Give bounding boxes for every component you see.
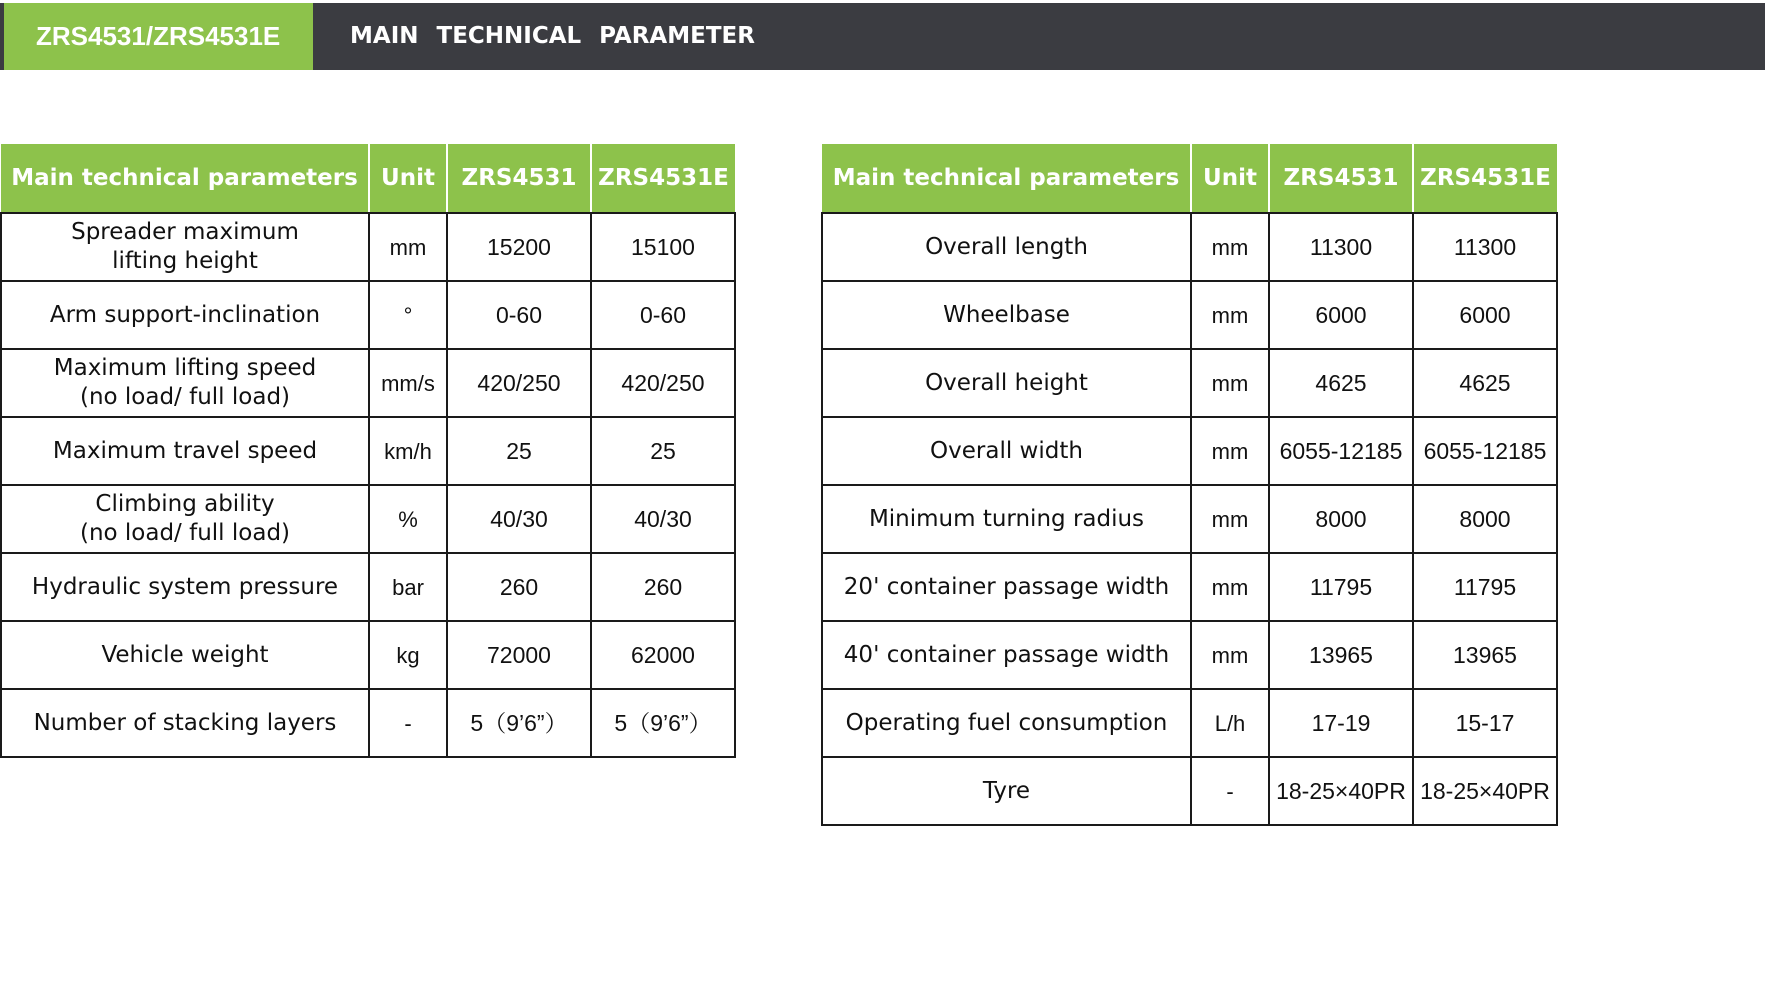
table-row xyxy=(822,621,1557,689)
unit-cell: ° xyxy=(369,281,447,349)
param-cell: Hydraulic system pressure xyxy=(1,553,369,621)
zrs4531-cell: 420/250 xyxy=(447,349,591,417)
param-cell: Overall width xyxy=(822,417,1191,485)
header-unit: Unit xyxy=(369,144,447,213)
zrs4531-cell: 15200 xyxy=(447,213,591,281)
zrs4531e-cell: 6000 xyxy=(1413,281,1557,349)
zrs4531e-cell: 420/250 xyxy=(591,349,735,417)
header-zrs4531: ZRS4531 xyxy=(1269,144,1413,213)
header-param: Main technical parameters xyxy=(1,144,369,213)
table-row xyxy=(1,213,735,281)
header-zrs4531e: ZRS4531E xyxy=(591,144,735,213)
header-zrs4531: ZRS4531 xyxy=(447,144,591,213)
table-row xyxy=(1,553,735,621)
unit-cell: - xyxy=(1191,757,1269,825)
model-tag: ZRS4531/ZRS4531E xyxy=(4,3,313,70)
zrs4531-cell: 11300 xyxy=(1269,213,1413,281)
zrs4531e-cell: 62000 xyxy=(591,621,735,689)
param-cell: Minimum turning radius xyxy=(822,485,1191,553)
unit-cell: km/h xyxy=(369,417,447,485)
unit-cell: mm xyxy=(1191,553,1269,621)
zrs4531e-cell: 25 xyxy=(591,417,735,485)
table-row xyxy=(822,417,1557,485)
unit-cell: mm xyxy=(1191,621,1269,689)
param-cell: Climbing ability (no load/ full load) xyxy=(1,485,369,553)
param-cell: Wheelbase xyxy=(822,281,1191,349)
zrs4531e-cell: 15-17 xyxy=(1413,689,1557,757)
param-cell: 20' container passage width xyxy=(822,553,1191,621)
header-unit: Unit xyxy=(1191,144,1269,213)
zrs4531e-cell: 11300 xyxy=(1413,213,1557,281)
header-param: Main technical parameters xyxy=(822,144,1191,213)
param-cell: Overall length xyxy=(822,213,1191,281)
table-row xyxy=(1,417,735,485)
unit-cell: mm xyxy=(1191,213,1269,281)
zrs4531-cell: 6000 xyxy=(1269,281,1413,349)
table-row xyxy=(1,689,735,757)
param-cell: Overall height xyxy=(822,349,1191,417)
param-cell: Number of stacking layers xyxy=(1,689,369,757)
param-cell: Arm support-inclination xyxy=(1,281,369,349)
unit-cell: - xyxy=(369,689,447,757)
zrs4531-cell: 260 xyxy=(447,553,591,621)
param-cell: Spreader maximum lifting height xyxy=(1,213,369,281)
zrs4531e-cell: 4625 xyxy=(1413,349,1557,417)
zrs4531e-cell: 13965 xyxy=(1413,621,1557,689)
unit-cell: mm xyxy=(1191,417,1269,485)
unit-cell: mm xyxy=(1191,349,1269,417)
zrs4531-cell: 4625 xyxy=(1269,349,1413,417)
zrs4531-cell: 0-60 xyxy=(447,281,591,349)
unit-cell: L/h xyxy=(1191,689,1269,757)
zrs4531-cell: 11795 xyxy=(1269,553,1413,621)
unit-cell: mm xyxy=(1191,485,1269,553)
unit-cell: kg xyxy=(369,621,447,689)
zrs4531e-cell: 40/30 xyxy=(591,485,735,553)
zrs4531-cell: 6055-12185 xyxy=(1269,417,1413,485)
zrs4531-cell: 13965 xyxy=(1269,621,1413,689)
table-header-row xyxy=(822,144,1557,213)
zrs4531e-cell: 11795 xyxy=(1413,553,1557,621)
zrs4531e-cell: 15100 xyxy=(591,213,735,281)
table-row xyxy=(1,621,735,689)
zrs4531e-cell: 5（9’6”） xyxy=(591,689,735,757)
unit-cell: % xyxy=(369,485,447,553)
table-row xyxy=(822,485,1557,553)
param-cell: Maximum lifting speed (no load/ full load) xyxy=(1,349,369,417)
spec-table-right xyxy=(821,144,1558,826)
param-cell: Tyre xyxy=(822,757,1191,825)
param-cell: 40' container passage width xyxy=(822,621,1191,689)
unit-cell: mm xyxy=(369,213,447,281)
unit-cell: bar xyxy=(369,553,447,621)
zrs4531e-cell: 6055-12185 xyxy=(1413,417,1557,485)
zrs4531-cell: 25 xyxy=(447,417,591,485)
zrs4531-cell: 5（9’6”） xyxy=(447,689,591,757)
table-row xyxy=(822,349,1557,417)
zrs4531-cell: 72000 xyxy=(447,621,591,689)
zrs4531e-cell: 0-60 xyxy=(591,281,735,349)
table-row xyxy=(822,213,1557,281)
zrs4531-cell: 18-25×40PR xyxy=(1269,757,1413,825)
table-row xyxy=(822,757,1557,825)
zrs4531e-cell: 260 xyxy=(591,553,735,621)
param-cell: Maximum travel speed xyxy=(1,417,369,485)
header-zrs4531e: ZRS4531E xyxy=(1413,144,1557,213)
table-row xyxy=(1,281,735,349)
param-cell: Vehicle weight xyxy=(1,621,369,689)
zrs4531-cell: 17-19 xyxy=(1269,689,1413,757)
spec-table-left xyxy=(0,144,736,758)
table-row xyxy=(822,281,1557,349)
zrs4531e-cell: 18-25×40PR xyxy=(1413,757,1557,825)
unit-cell: mm/s xyxy=(369,349,447,417)
page-title: MAIN TECHNICAL PARAMETER xyxy=(350,23,755,49)
zrs4531-cell: 8000 xyxy=(1269,485,1413,553)
table-row xyxy=(822,553,1557,621)
zrs4531e-cell: 8000 xyxy=(1413,485,1557,553)
table-row xyxy=(1,349,735,417)
table-header-row xyxy=(1,144,735,213)
zrs4531-cell: 40/30 xyxy=(447,485,591,553)
param-cell: Operating fuel consumption xyxy=(822,689,1191,757)
unit-cell: mm xyxy=(1191,281,1269,349)
table-row xyxy=(822,689,1557,757)
table-row xyxy=(1,485,735,553)
